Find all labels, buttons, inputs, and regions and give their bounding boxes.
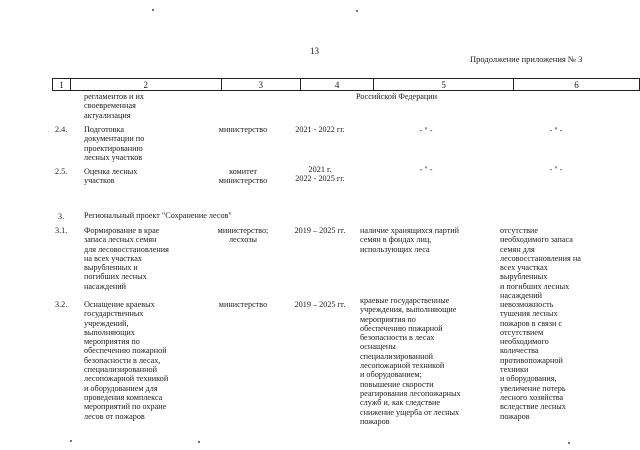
row-2-4-consequence: - " - — [419, 126, 433, 135]
row-3-2-number: 3.2. — [55, 300, 68, 309]
row-3-2-indicator: невозможность тушения лесных пожаров в связи с отсутствием необходимого количества противопожарной техники и оборудования, увеличение потерь лесного хозяйства вследствие лесных пожаров — [500, 300, 566, 421]
col-header-1: 1 — [53, 79, 71, 91]
col-header-5: 5 — [374, 79, 514, 91]
section-3-number: 3. — [58, 212, 65, 221]
row-3-2-executor: министерство — [218, 300, 268, 309]
scan-speck — [70, 440, 72, 442]
row-3-2-period: 2019 – 2025 гг. — [294, 300, 346, 309]
row-2-5-executor: комитет министерство — [218, 167, 268, 186]
row-3-2-name: Оснащение краевых государственных учреждений, выполняющих мероприятия по обеспечению пожарной безопасности в лесах, специализированной лесопожарной техникой и оборудованием для проведения комплекса мероприятий по охране лесов от пожаров — [84, 300, 169, 421]
row-2-5-period: 2021 г. 2022 - 2025 гг. — [295, 165, 345, 184]
cont-col5-text: Российской Федерации — [356, 92, 438, 101]
scan-speck — [356, 10, 358, 12]
row-3-1-indicator: отсутствие необходимого запаса семян для лесовосстановления на всех участках вырубленных и погибших лесных насаждений — [500, 226, 581, 301]
row-3-1-name: Формирование в крае запаса лесных семян для лесовосстановления на всех участках вырубленных и погибших лесных насаждений — [84, 226, 169, 291]
row-2-5-consequence: - " - — [419, 165, 433, 174]
row-3-1-number: 3.1. — [55, 226, 68, 235]
row-2-4-name: Подготовка документации по проектированию лесных участков — [84, 125, 145, 162]
section-3-title: Региональный проект "Сохранение лесов" — [84, 211, 232, 220]
scan-speck — [152, 9, 154, 11]
row-3-1-period: 2019 – 2025 гг. — [294, 226, 346, 235]
row-2-5-number: 2.5. — [55, 167, 68, 176]
row-2-4-indicator: - " - — [549, 126, 563, 135]
row-2-4-executor: министерство — [218, 125, 268, 134]
scan-speck — [198, 441, 200, 443]
row-3-1-executor: министерство; лесхозы — [217, 226, 269, 245]
scan-speck — [568, 442, 570, 444]
row-2-4-period: 2021 - 2022 гг. — [295, 125, 345, 134]
col-header-2: 2 — [70, 79, 221, 91]
row-2-4-number: 2.4. — [55, 125, 68, 134]
cont-col2-text: регламентов и их своевременная актуализация — [84, 92, 144, 120]
col-header-6: 6 — [514, 79, 640, 91]
column-header-table — [52, 78, 640, 91]
row-2-5-name: Оценка лесных участков — [84, 167, 138, 186]
row-3-2-consequence: краевые государственные учреждения, выполняющие мероприятия по обеспечению пожарной безопасности в лесах оснащены специализированной лесопожарной техникой и оборудованием; повышение скорости реагирования лесопожарных служб и, как следствие снижение ущерба от лесных пожаров — [360, 296, 461, 426]
page-number: 13 — [310, 46, 319, 56]
row-3-1-consequence: наличие хранящихся партий семян в фондах лиц, использующих леса — [360, 226, 460, 254]
col-header-3: 3 — [221, 79, 300, 91]
row-2-5-indicator: - " - — [549, 165, 563, 174]
col-header-4: 4 — [300, 79, 373, 91]
appendix-note: Продолжение приложения № 3 — [470, 54, 583, 64]
